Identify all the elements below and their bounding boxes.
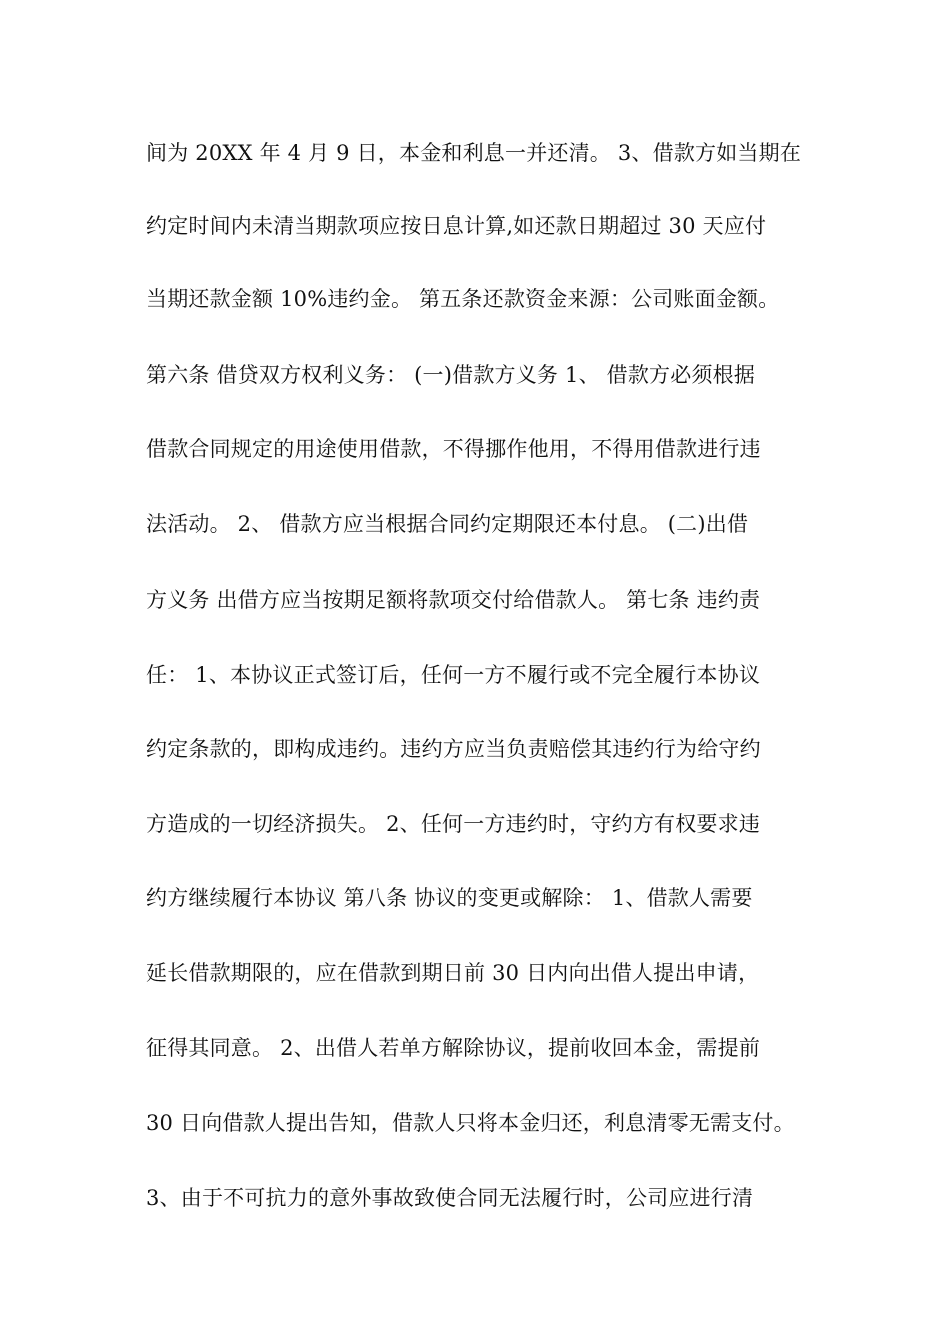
body-text-line: 任： 1、本协议正式签订后，任何一方不履行或不完全履行本协议 [146,663,761,687]
body-text-line: 第六条 借贷双方权利义务： (一)借款方义务 1、 借款方必须根据 [146,363,756,387]
body-text-line: 间为 20XX 年 4 月 9 日，本金和利息一并还清。 3、借款方如当期在 [146,141,802,165]
body-text-line: 约方继续履行本协议 第八条 协议的变更或解除： 1、借款人需要 [146,886,753,910]
body-text-line: 法活动。 2、 借款方应当根据合同约定期限还本付息。 (二)出借 [146,512,749,536]
body-text-line: 方义务 出借方应当按期足额将款项交付给借款人。 第七条 违约责 [146,588,761,612]
body-text-line: 借款合同规定的用途使用借款，不得挪作他用，不得用借款进行违 [146,437,761,461]
body-text-line: 3、由于不可抗力的意外事故致使合同无法履行时，公司应进行清 [146,1186,754,1210]
body-text-line: 30 日向借款人提出告知，借款人只将本金归还，利息清零无需支付。 [146,1111,795,1135]
body-text-line: 延长借款期限的，应在借款到期日前 30 日内向出借人提出申请， [146,961,760,985]
body-text-line: 约定时间内未清当期款项应按日息计算,如还款日期超过 30 天应付 [146,214,767,238]
body-text-line: 征得其同意。 2、出借人若单方解除协议，提前收回本金，需提前 [146,1036,761,1060]
body-text-line: 当期还款金额 10%违约金。 第五条还款资金来源：公司账面金额。 [146,287,780,311]
body-text-line: 方造成的一切经济损失。 2、任何一方违约时，守约方有权要求违 [146,812,761,836]
body-text-line: 约定条款的，即构成违约。违约方应当负责赔偿其违约行为给守约 [146,737,761,761]
